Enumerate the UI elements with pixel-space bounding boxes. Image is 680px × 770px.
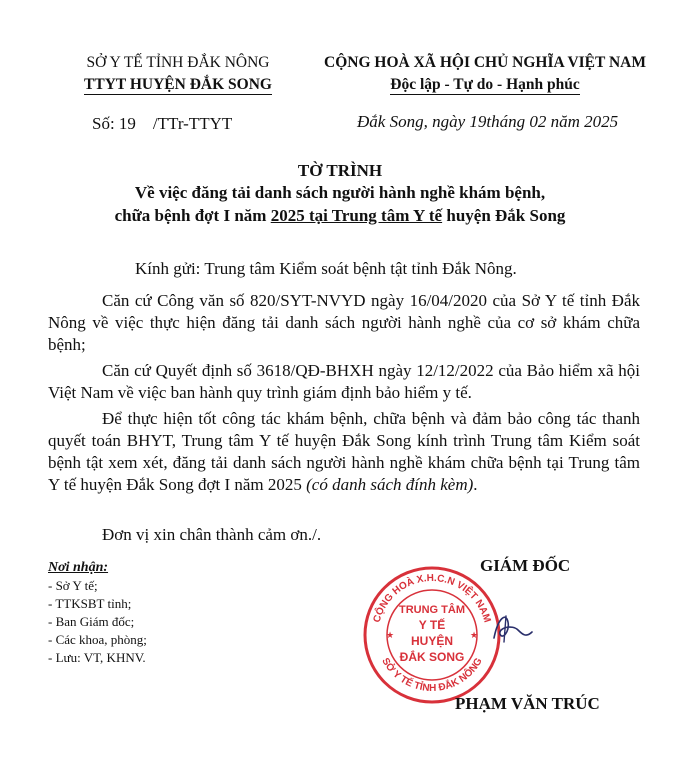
- recipient-item: - Lưu: VT, KHNV.: [48, 650, 146, 665]
- greeting: Kính gửi: Trung tâm Kiểm soát bệnh tật tỉnh Đắk Nông.: [135, 259, 517, 278]
- document-subject-line1: Về việc đăng tải danh sách người hành nghề khám bệnh,: [134, 183, 546, 202]
- handwritten-signature: [488, 608, 538, 648]
- signer-name: PHẠM VĂN TRÚC: [455, 694, 600, 713]
- stamp-bottom-text: SỞ Y TẾ TỈNH ĐẮK NÔNG: [379, 656, 485, 695]
- recipient-item: - TTKSBT tỉnh;: [48, 596, 132, 611]
- stamp-center-line: ĐẮK SONG: [399, 650, 465, 664]
- stamp-center-line: TRUNG TÂM: [399, 604, 465, 616]
- issuer-unit: TTYT HUYỆN ĐẮK SONG: [84, 76, 272, 93]
- document-number: Số: 19 /TTr-TTYT: [92, 114, 233, 133]
- document-date: Đắk Song, ngày 19tháng 02 năm 2025: [357, 112, 619, 131]
- issuer-department: SỞ Y TẾ TỈNH ĐẮK NÔNG: [86, 54, 270, 71]
- closing-line: Đơn vị xin chân thành cảm ơn./.: [102, 525, 322, 544]
- issuer-block: [48, 52, 308, 96]
- paragraph-1: Căn cứ Công văn số 820/SYT-NVYD ngày 16/04/2020 của Sở Y tế tỉnh Đắk Nông về việc thực hiện đăng tải danh sách người hành nghề của cơ sở khám chữa bệnh;: [48, 291, 640, 354]
- document-title: TỜ TRÌNH: [297, 161, 383, 180]
- paragraph-2: Căn cứ Quyết định số 3618/QĐ-BHXH ngày 12/12/2022 của Bảo hiểm xã hội Việt Nam về việc ban hành quy trình giám định bảo hiểm y tế.: [48, 361, 640, 402]
- recipients-list: [48, 559, 147, 667]
- stamp-ring-text: CỘNG HOÀ X.H.C.N VIỆT NAM: [371, 572, 493, 624]
- paragraph-3: Để thực hiện tốt công tác khám bệnh, chữa bệnh và đảm bảo công tác thanh quyết toán BHYT, Trung tâm Y tế huyện Đắk Song kính trình Trung tâm Kiểm soát bệnh tật xem xét, đăng tải danh sách người hành nghề khám chữa bệnh tại Trung tâm Y tế huyện Đắk Song đợt I năm 2025 (có danh sách đính kèm).: [48, 409, 640, 494]
- official-stamp: [362, 565, 502, 705]
- document-subject-line2: chữa bệnh đợt I năm 2025 tại Trung tâm Y tế huyện Đắk Song: [114, 206, 566, 225]
- svg-text:★: ★: [470, 630, 479, 640]
- stamp-center-line: HUYỆN: [410, 634, 454, 648]
- signer-title: GIÁM ĐỐC: [480, 556, 571, 575]
- recipient-item: - Sở Y tế;: [48, 578, 98, 593]
- national-motto-block: [300, 52, 670, 96]
- recipient-item: - Ban Giám đốc;: [48, 614, 135, 629]
- recipient-item: - Các khoa, phòng;: [48, 632, 147, 647]
- motto: Độc lập - Tự do - Hạnh phúc: [390, 76, 580, 93]
- recipients-title: Nơi nhận:: [48, 560, 109, 575]
- svg-text:CỘNG HOÀ X.H.C.N VIỆT NAM: [372, 573, 493, 624]
- svg-text:★: ★: [386, 630, 395, 640]
- country-name: CỘNG HOÀ XÃ HỘI CHỦ NGHĨA VIỆT NAM: [324, 54, 646, 71]
- stamp-center-line: Y TẾ: [418, 618, 446, 632]
